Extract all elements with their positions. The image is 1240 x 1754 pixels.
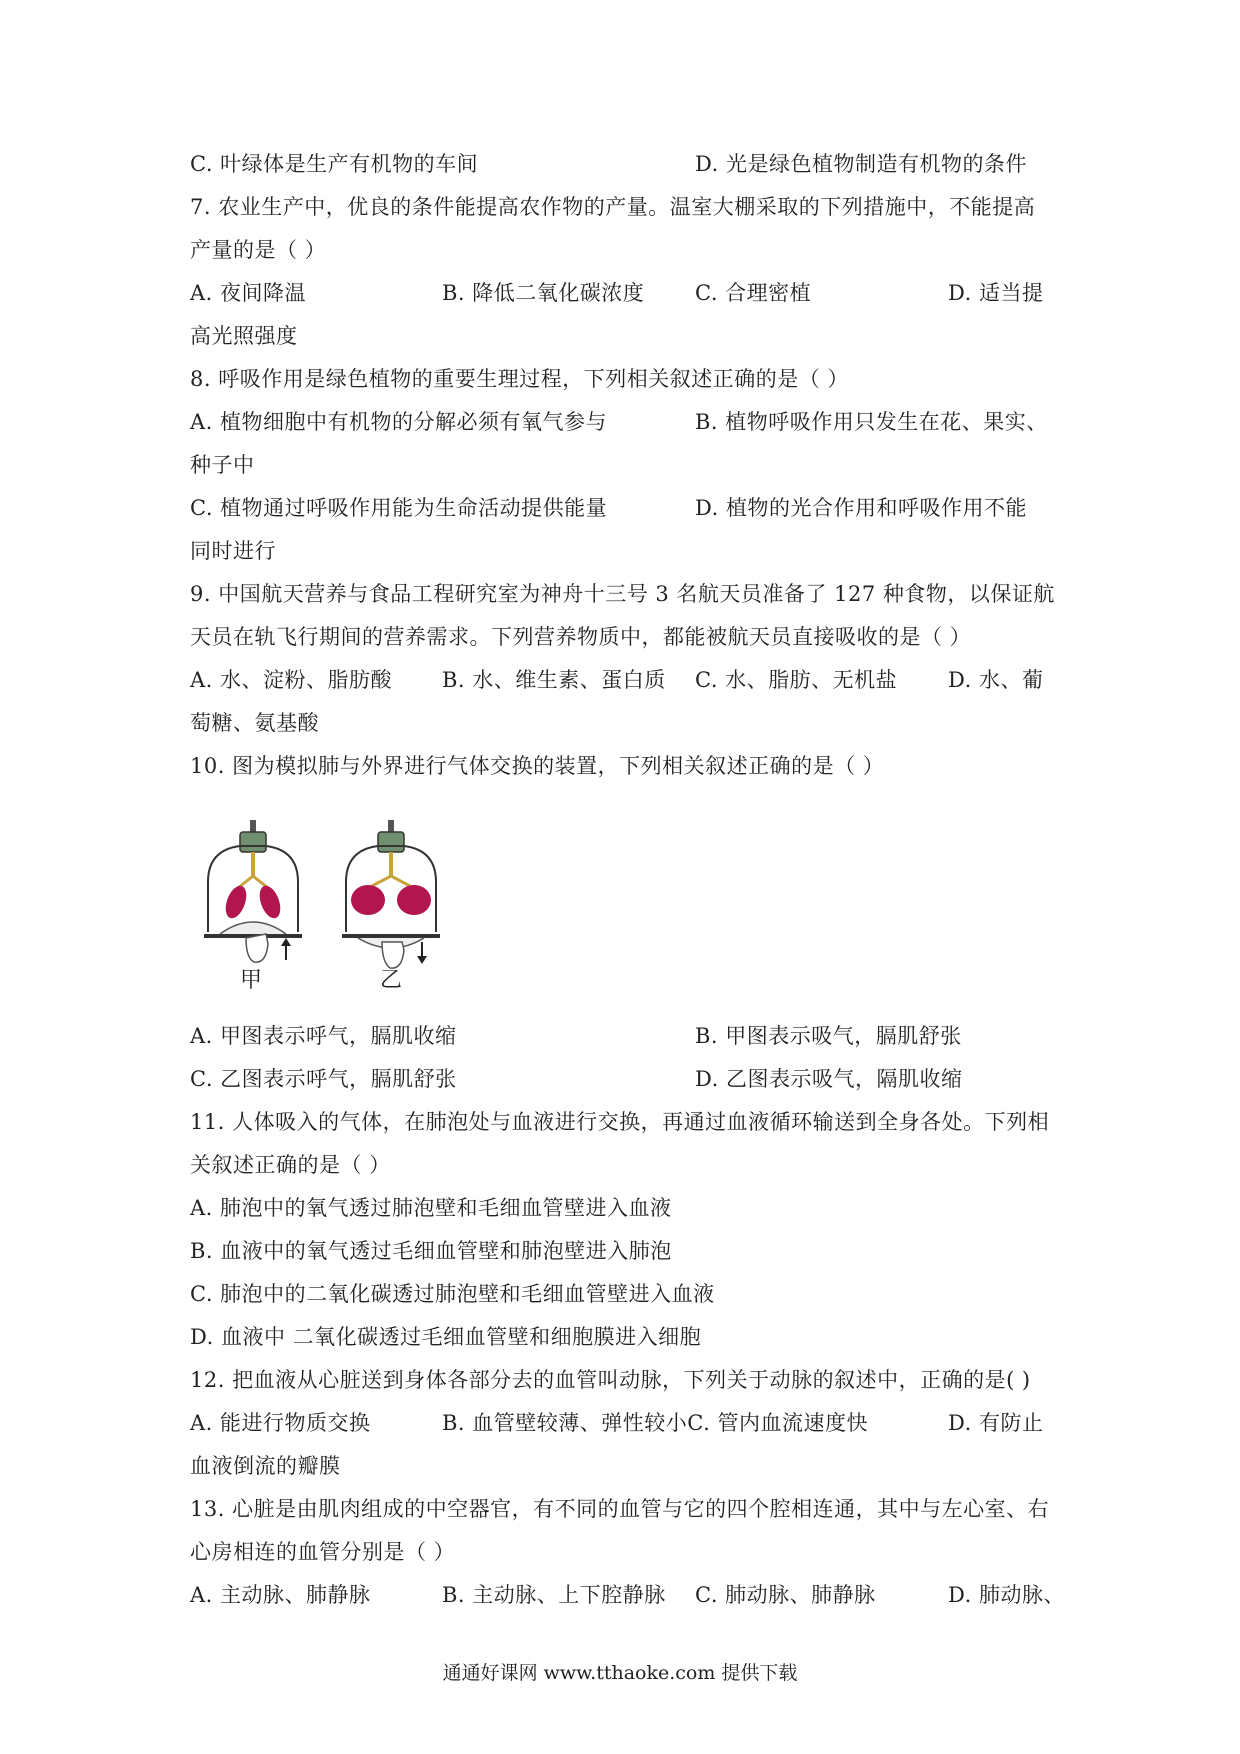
q10-stem: 10. 图为模拟肺与外界进行气体交换的装置，下列相关叙述正确的是（ ） <box>190 754 885 778</box>
lung-left-jia <box>222 883 251 921</box>
q9-option-d: D. 水、葡 <box>948 668 1044 692</box>
q7-stem-line1: 7. 农业生产中，优良的条件能提高农作物的产量。温室大棚采取的下列措施中，不能提高 <box>190 195 1036 219</box>
q11-option-b: B. 血液中的氧气透过毛细血管壁和肺泡壁进入肺泡 <box>190 1239 672 1263</box>
bronchi-jia <box>238 876 268 888</box>
q9-option-a: A. 水、淀粉、脂肪酸 <box>190 668 393 692</box>
q7-option-b: B. 降低二氧化碳浓度 <box>442 281 645 305</box>
page-footer: 通通好课网 www.tthaoke.com 提供下载 <box>442 1662 798 1684</box>
q13-option-d: D. 肺动脉、 <box>948 1583 1065 1607</box>
q12-option-d: D. 有防止 <box>948 1411 1044 1435</box>
bronchi-yi <box>372 876 410 886</box>
arrow-down-icon <box>417 956 427 964</box>
q12-option-a: A. 能进行物质交换 <box>190 1411 371 1435</box>
q8-option-d: D. 植物的光合作用和呼吸作用不能 <box>695 496 1027 520</box>
q9-stem-line2: 天员在轨飞行期间的营养需求。下列营养物质中，都能被航天员直接吸收的是（ ） <box>190 625 972 649</box>
rubber-stopper-jia <box>240 832 266 852</box>
q12-option-d-cont: 血液倒流的瓣膜 <box>190 1454 341 1478</box>
diaphragm-membrane-jia <box>220 922 286 934</box>
bell-jar-yi <box>342 820 440 993</box>
q8-option-d-cont: 同时进行 <box>190 539 276 563</box>
q7-stem-line2: 产量的是（ ） <box>190 238 327 262</box>
q11-option-a: A. 肺泡中的氧气透过肺泡壁和毛细血管壁进入血液 <box>190 1196 672 1220</box>
q11-option-c: C. 肺泡中的二氧化碳透过肺泡壁和毛细血管壁进入血液 <box>190 1282 715 1306</box>
lung-model-figure <box>200 812 490 1012</box>
q7-option-d-cont: 高光照强度 <box>190 324 298 348</box>
q12-option-bc: B. 血管壁较薄、弹性较小C. 管内血流速度快 <box>442 1411 868 1435</box>
q13-option-b: B. 主动脉、上下腔静脉 <box>442 1583 666 1607</box>
q8-option-a: A. 植物细胞中有机物的分解必须有氧气参与 <box>190 410 608 434</box>
lung-left-yi <box>351 885 385 915</box>
q13-option-a: A. 主动脉、肺静脉 <box>190 1583 371 1607</box>
arrow-up-icon <box>281 938 291 946</box>
q6-option-c: C. 叶绿体是生产有机物的车间 <box>190 152 479 176</box>
jar-base-yi <box>342 934 440 938</box>
q13-stem-line2: 心房相连的血管分别是（ ） <box>190 1540 456 1564</box>
rubber-stopper-yi <box>378 832 404 852</box>
q10-option-a: A. 甲图表示呼气，膈肌收缩 <box>190 1024 457 1048</box>
q8-option-b: B. 植物呼吸作用只发生在花、果实、 <box>695 410 1048 434</box>
q8-stem: 8. 呼吸作用是绿色植物的重要生理过程，下列相关叙述正确的是（ ） <box>190 367 849 391</box>
q13-stem-line1: 13. 心脏是由肌肉组成的中空器官，有不同的血管与它的四个腔相连通，其中与左心室、右 <box>190 1497 1050 1521</box>
q9-stem-line1: 9. 中国航天营养与食品工程研究室为神舟十三号 3 名航天员准备了 127 种食物，以保证航 <box>190 582 1055 606</box>
q7-option-c: C. 合理密植 <box>695 281 812 305</box>
q9-option-b: B. 水、维生素、蛋白质 <box>442 668 666 692</box>
label-jia: 甲 <box>240 968 263 993</box>
q9-option-d-cont: 萄糖、氨基酸 <box>190 711 319 735</box>
hand-jia <box>246 934 268 962</box>
label-yi: 乙 <box>380 968 403 993</box>
q8-option-b-cont: 种子中 <box>190 453 255 477</box>
q10-option-b: B. 甲图表示吸气，膈肌舒张 <box>695 1024 962 1048</box>
q8-option-c: C. 植物通过呼吸作用能为生命活动提供能量 <box>190 496 608 520</box>
q11-stem-line2: 关叙述正确的是（ ） <box>190 1153 391 1177</box>
q7-option-a: A. 夜间降温 <box>190 281 307 305</box>
q7-option-d: D. 适当提 <box>948 281 1044 305</box>
q10-option-c: C. 乙图表示呼气，膈肌舒张 <box>190 1067 457 1091</box>
q11-option-d: D. 血液中 二氧化碳透过毛细血管壁和细胞膜进入细胞 <box>190 1325 702 1349</box>
lung-right-yi <box>397 885 431 915</box>
q9-option-c: C. 水、脂肪、无机盐 <box>695 668 898 692</box>
q10-option-d: D. 乙图表示吸气，隔肌收缩 <box>695 1067 963 1091</box>
bell-jar-jia <box>204 820 302 993</box>
hand-yi <box>382 942 404 968</box>
q13-option-c: C. 肺动脉、肺静脉 <box>695 1583 876 1607</box>
q6-option-d: D. 光是绿色植物制造有机物的条件 <box>695 152 1027 176</box>
lung-right-jia <box>256 883 285 921</box>
q11-stem-line1: 11. 人体吸入的气体，在肺泡处与血液进行交换，再通过血液循环输送到全身各处。下列相 <box>190 1110 1050 1134</box>
q12-stem: 12. 把血液从心脏送到身体各部分去的血管叫动脉，下列关于动脉的叙述中，正确的是( ) <box>190 1368 1031 1392</box>
